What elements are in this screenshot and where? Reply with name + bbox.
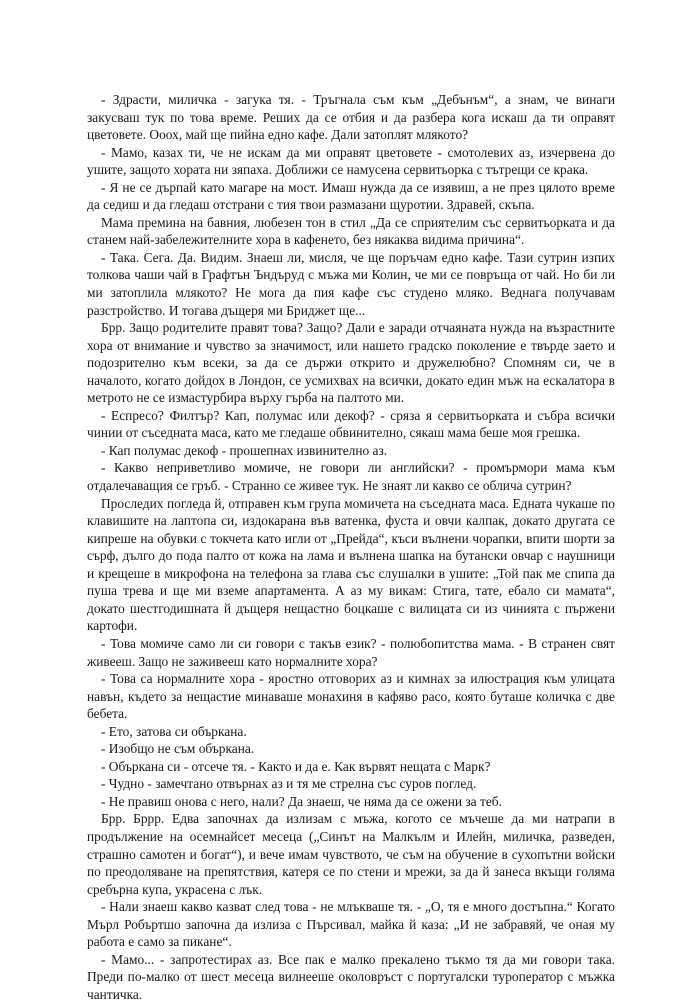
paragraph: - Мамо... - запротестирах аз. Все пак е малко прекалено тъкмо тя да ми говори така. Преди по-малко от шест месеца вилнееше околовръст с португалски туроператор с мъжка чантичка. xyxy=(87,951,615,1002)
paragraph: - Нали знаеш какво казват след това - не млъкваше тя. - „О, тя е много достъпна.“ Когато Мърл Робъртшо започна да излиза с Пърсивал, майка й каза: „И не забравяй, че оная му работа е само за пикане“. xyxy=(87,899,615,950)
paragraph: - Еспресо? Филтър? Кап, полумас или декоф? - сряза я сервитьорката и събра всички чинии от съседната маса, като ме гледаше обвинително, сякаш мама беше моя грешка. xyxy=(87,407,615,441)
paragraph: Брр. Защо родителите правят това? Защо? Дали е заради отчаяната нужда на възрастните хора от внимание и чувство за значимост, или нашето градско поколение е твърде заето и подозрително към всеки, за да се държи открито и дружелюбно? Спомням си, че в началото, когато дойдох в Лондон, се усмихвах на всички, докато един мъж на ескалатора в метрото не се измастурбира върху гърба на палтото ми. xyxy=(87,320,615,406)
body-text xyxy=(87,91,615,1003)
paragraph: - Чудно - замечтано отвърнах аз и тя ме стрелна със суров поглед. xyxy=(101,776,477,792)
paragraph: - Това са нормалните хора - яростно отговорих аз и кимнах за илюстрация към улицата навън, където за нещастие минаваше монахиня в кафяво расо, която буташе количка с две бебета. xyxy=(87,671,615,722)
paragraph: - Изобщо не съм объркана. xyxy=(101,741,255,757)
paragraph: - Това момиче само ли си говори с такъв език? - полюбопитства мама. - В странен свят живееш. Защо не заживееш като нормалните хора? xyxy=(87,635,615,669)
paragraph: - Я не се дърпай като магаре на мост. Имаш нужда да се изявиш, а не през цялото време да седиш и да гледаш отстрани с тия твои размазани щуротии. Здравей, скъпа. xyxy=(87,179,615,213)
paragraph: - Мамо, казах ти, че не искам да ми оправят цветовете - смотолевих аз, изчервена до ушите, защото хората ни зяпаха. Доближи се намусена сервитьорка с тътрещи се крака. xyxy=(87,144,615,178)
paragraph: Мама премина на бавния, любезен тон в стил „Да се сприятелим със сервитьорката и да станем най-забележителните хора в кафенето, без някаква видима причина“. xyxy=(87,214,615,248)
paragraph: - Кап полумас декоф - прошепнах извинително аз. xyxy=(101,442,388,458)
paragraph: - Здрасти, миличка - загука тя. - Тръгнала съм към „Дебънъм“, а знам, че винаги закусваш тук по това време. Реших да се отбия и да разбера кога искаш да ти оправят цветовете. Ооох, май ще пийна едно кафе. Дали затоплят млякото? xyxy=(87,92,615,143)
paragraph: - Така. Сега. Да. Видим. Знаеш ли, мисля, че ще поръчам едно кафе. Тази сутрин изпих толкова чаши чай в Графтън Ъндърyд с мъжа ми Колин, че ми се повръща от чай. Но би ли ми затоплила млякото? Не мога да пия кафе със студено мляко. Веднага получавам разстройство. И тогава дъщеря ми Бриджет ще... xyxy=(87,249,615,318)
paragraph: Брр. Бррр. Едва започнах да излизам с мъжа, когото се мъчеше да ми натрапи в продължение на осемнайсет месеца („Синът на Малкълм и Илейн, миличка, разведен, страшно самотен и богат“), и вече имам чувството, че съм на обучение в сухопътни войски по преодоляване на препятствия, катеря се по стени и мрежи, за да й занеса вкъщи голяма сребърна купа, украсена с лък. xyxy=(87,811,615,897)
paragraph: - Ето, затова си объркана. xyxy=(101,723,247,739)
paragraph: - Какво неприветливо момиче, не говори ли английски? - промърмори мама към отдалечаващия се гръб. - Странно се живее тук. Не знаят ли какво се облича сутрин? xyxy=(87,460,615,494)
paragraph: Проследих погледа й, отправен към група момичета на съседната маса. Едната чукаше по клавишите на лаптопа си, издокарана във ватенка, фуста и овчи калпак, докато другата се кипреше на обувки с токчета като игли от „Прейда“, къси вълнени чорапки, впити шорти за сърф, дълго до пода палто от кожа на лама и вълнена шапка на бутански овчар с наушници и крещеше в микрофона на телефона за глава със слушалки в ушите: „Той пак ме спипа да пуша трева и ще ми вземе апартамента. А аз му викам: Стига, тате, ебало си мамата“, докато шестгодишната й дъщеря нещастно боцкаше с вилицата си из чинията с пържени картофи. xyxy=(87,495,615,634)
paragraph: - Не правиш онова с него, нали? Да знаеш, че няма да се ожени за теб. xyxy=(101,793,502,809)
paragraph: - Объркана си - отсече тя. - Както и да е. Как вървят нещата с Марк? xyxy=(101,758,491,774)
